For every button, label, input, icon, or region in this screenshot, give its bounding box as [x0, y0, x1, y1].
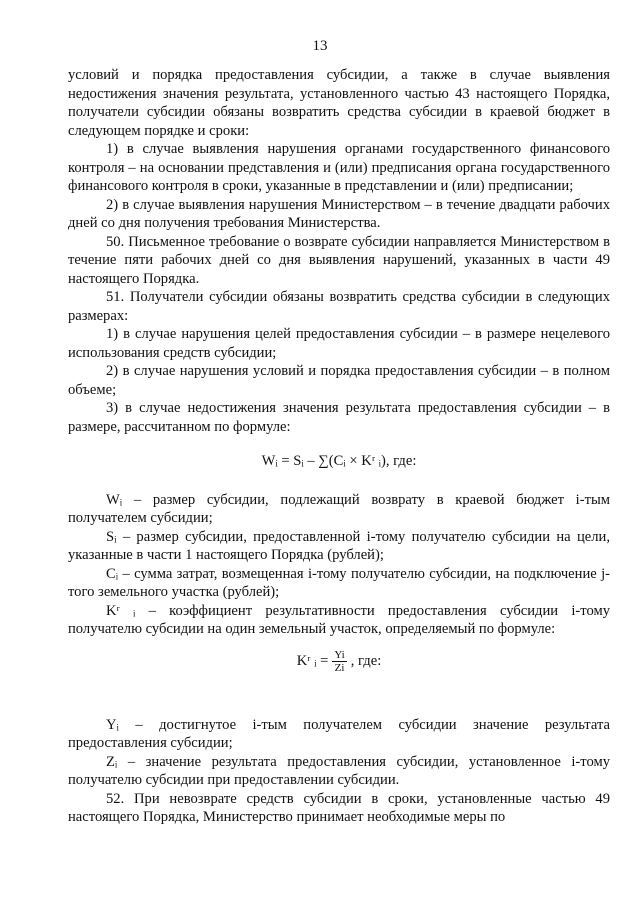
- page-number: 13: [312, 38, 328, 54]
- formula-kr-fraction: [332, 649, 346, 674]
- definition: Wᵢ – размер субсидии, подлежащий возврату в краевой бюджет i-тым получателем субсидии;: [68, 491, 610, 526]
- paragraph: 1) в случае нарушения целей предоставления субсидии – в размере нецелевого использования средств субсидии;: [68, 326, 610, 361]
- formula-kr-lhs: Kʳ ᵢ =: [296, 652, 329, 669]
- paragraph: 52. При невозврате средств субсидии в сроки, установленные частью 49 настоящего Порядка, Министерство принимает необходимые меры по: [68, 790, 610, 825]
- definition: Cᵢ – сумма затрат, возмещенная i-тому получателю субсидии, на подключение j-того земельного участка (рублей);: [68, 565, 610, 600]
- fraction-denominator: Zi: [334, 661, 345, 674]
- paragraph: 1) в случае выявления нарушения органами государственного финансового контроля – на основании представления и (или) предписания органа государственного финансового контроля в сроки, указанные в представлении и (или) предписании;: [68, 141, 610, 194]
- definition: Kʳ ᵢ – коэффициент результативности предоставления субсидии i-тому получателю субсидии на один земельный участок, определяемый по формуле:: [68, 602, 610, 637]
- definition: Yᵢ – достигнутое i-тым получателем субсидии значение результата предоставления субсидии;: [68, 716, 610, 751]
- definition: Zᵢ – значение результата предоставления субсидии, установленное i-тому получателю субсидии при предоставлении субсидии.: [68, 753, 610, 788]
- definition: Sᵢ – размер субсидии, предоставленной i-тому получателю субсидии на цели, указанные в части 1 настоящего Порядка (рублей);: [68, 528, 610, 563]
- paragraph: 3) в случае недостижения значения результата предоставления субсидии – в размере, рассчитанном по формуле:: [68, 400, 610, 435]
- formula-kr-suffix: , где:: [350, 652, 382, 669]
- formula-kr: [68, 649, 610, 674]
- paragraph: 51. Получатели субсидии обязаны возвратить средства субсидии в следующих размерах:: [68, 289, 610, 324]
- fraction-numerator: Yi: [334, 648, 345, 661]
- paragraph: 50. Письменное требование о возврате субсидии направляется Министерством в течение пяти рабочих дней со дня выявления нарушений, указанных в части 49 настоящего Порядка.: [68, 233, 610, 287]
- formula-wi: Wᵢ = Sᵢ – ∑(Cᵢ × Kʳ ᵢ), где:: [261, 453, 417, 469]
- paragraph: условий и порядка предоставления субсидии, а также в случае выявления недостижения значения результата, установленного частью 43 настоящего Порядка, получатели субсидии обязаны возвратить средства субсидии в краевой бюджет в следующем порядке и сроки:: [68, 67, 610, 139]
- paragraph: 2) в случае выявления нарушения Министерством – в течение двадцати рабочих дней со дня получения требования Министерства.: [68, 196, 610, 231]
- document-body: [68, 66, 610, 827]
- paragraph: 2) в случае нарушения условий и порядка предоставления субсидии – в полном объеме;: [68, 363, 610, 398]
